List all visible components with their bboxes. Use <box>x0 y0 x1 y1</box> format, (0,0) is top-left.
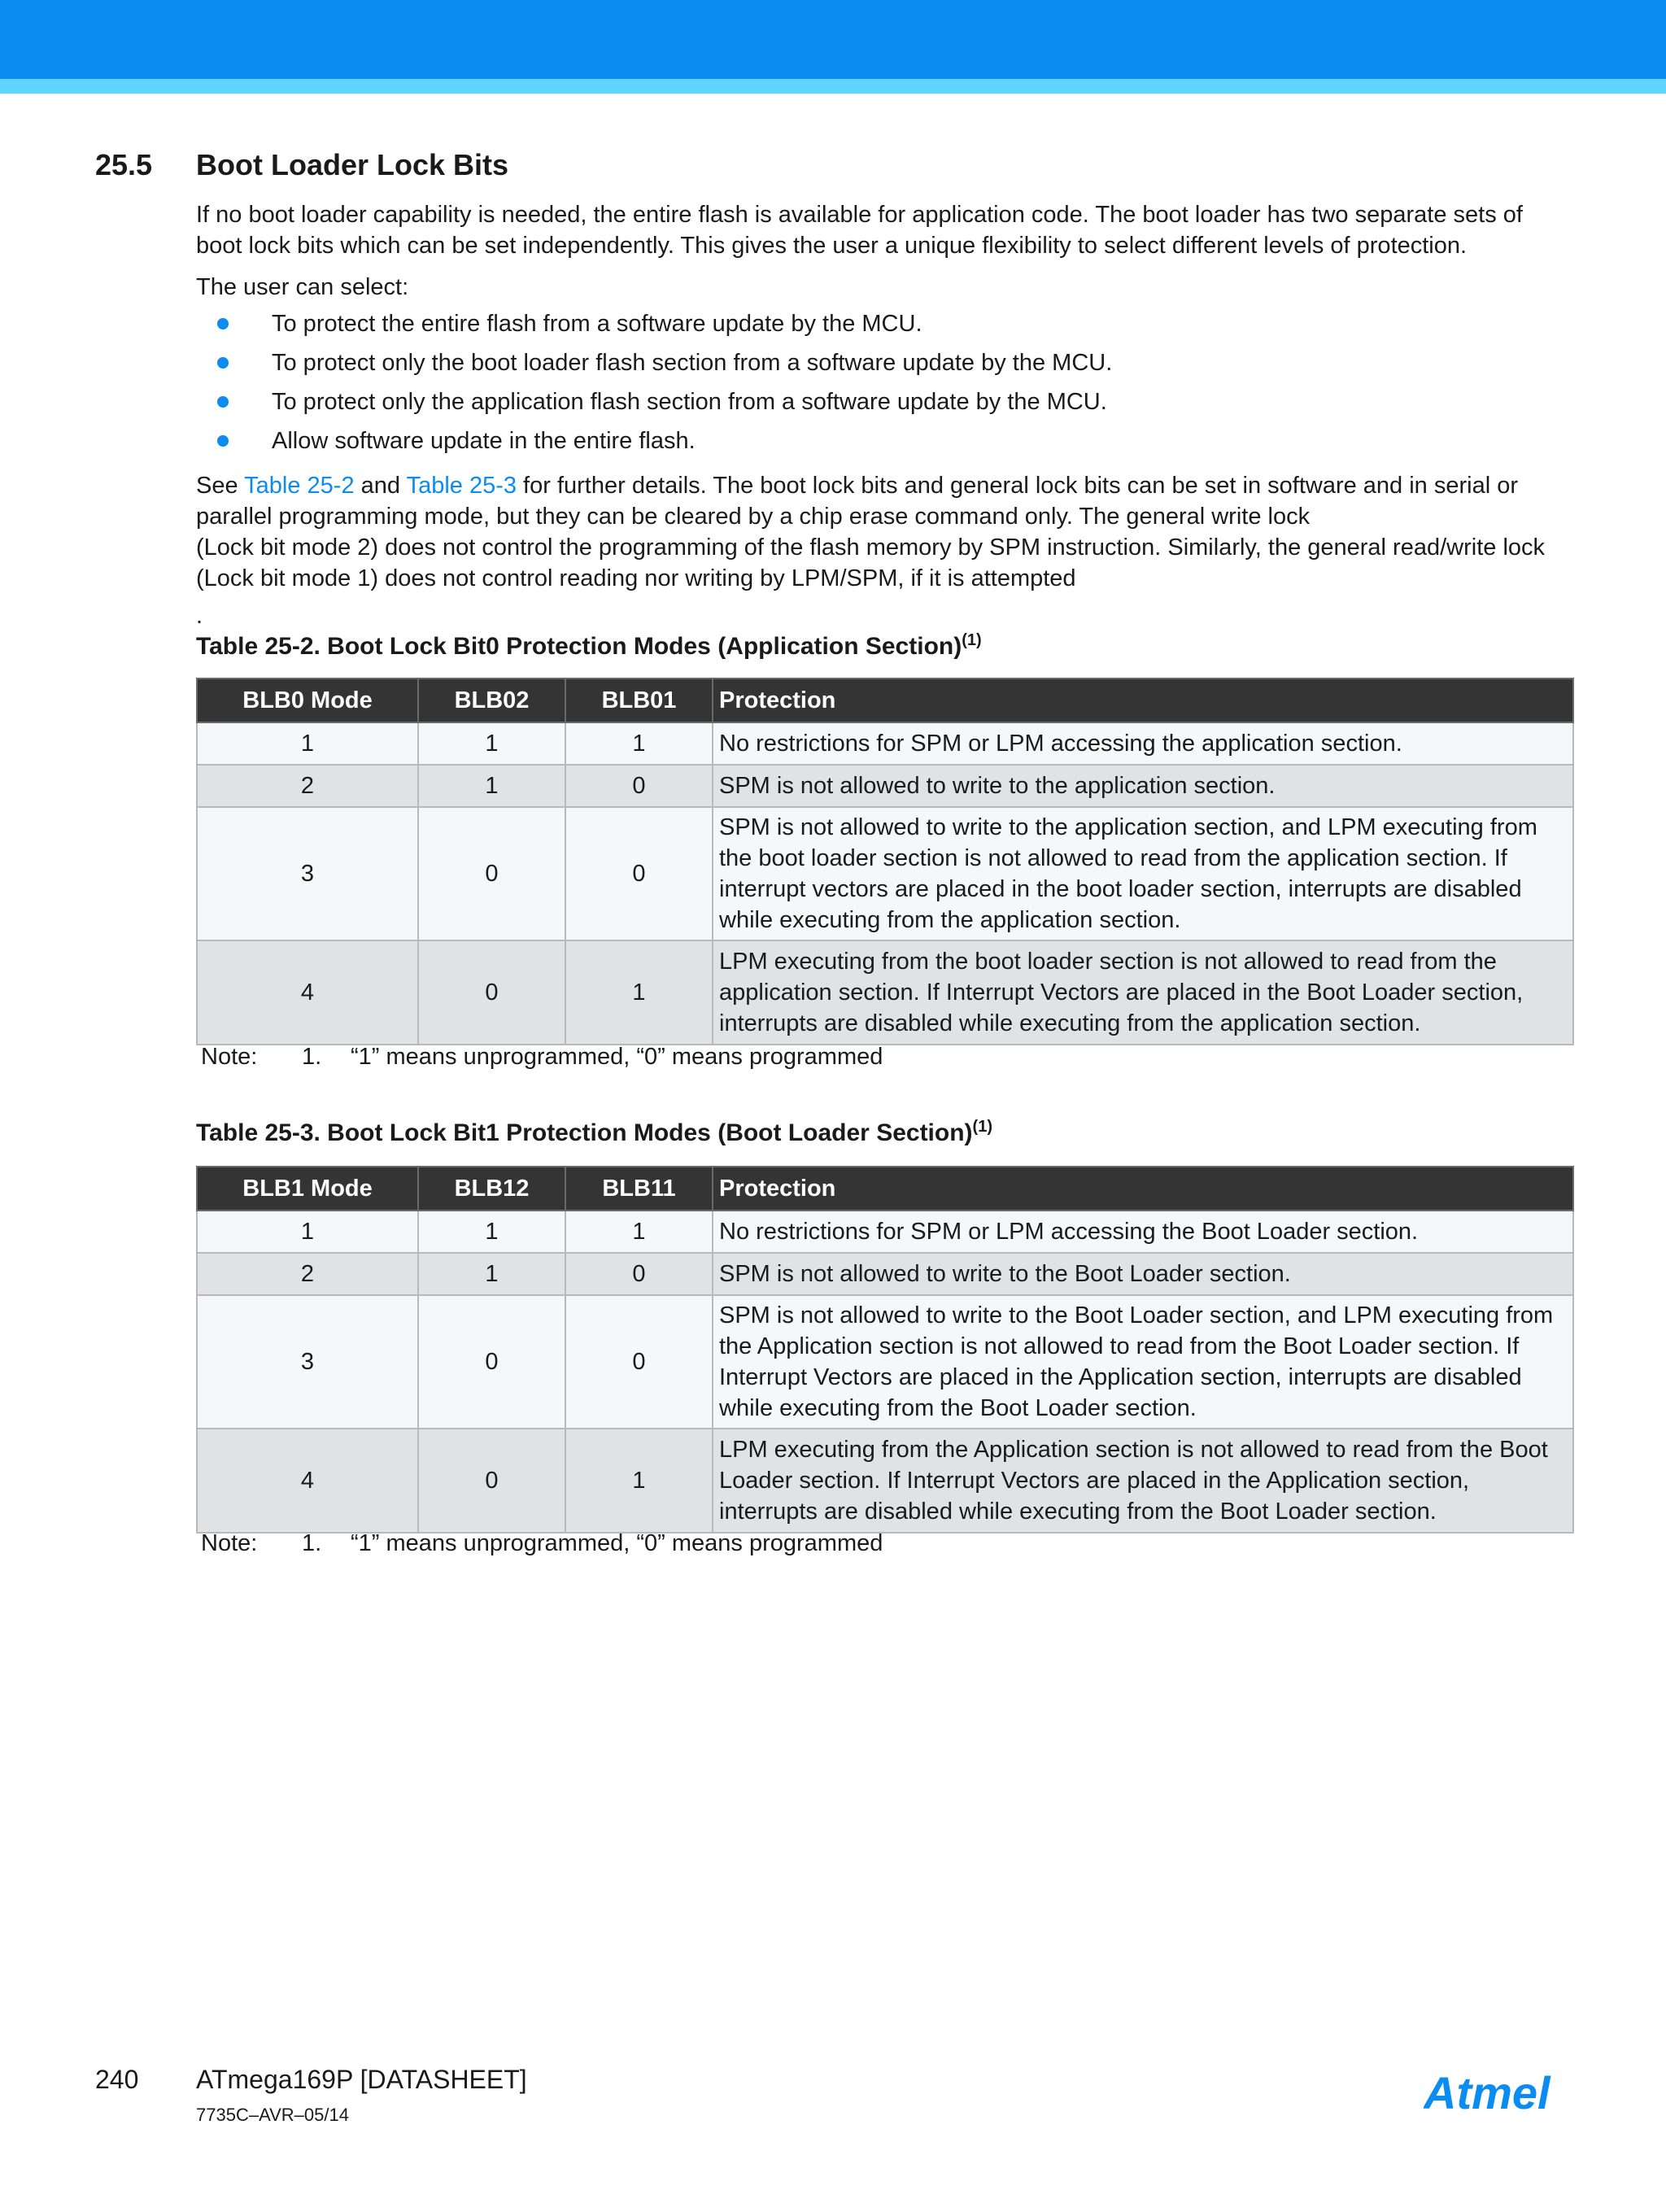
col-header-mode: BLB1 Mode <box>197 1167 418 1211</box>
options-list <box>196 308 1112 465</box>
cell-protection: No restrictions for SPM or LPM accessing the Boot Loader section. <box>713 1211 1573 1253</box>
table-25-2-link[interactable]: Table 25-2 <box>244 473 355 499</box>
cell-bit1: 0 <box>565 1253 713 1295</box>
cell-bit2: 0 <box>418 1295 565 1429</box>
cell-mode: 4 <box>197 1429 418 1533</box>
note-text: “1” means unprogrammed, “0” means programmed <box>351 1530 883 1556</box>
note-label: Note: <box>201 1044 258 1070</box>
cell-protection: SPM is not allowed to write to the Boot Loader section, and LPM executing from the Application section is not allowed to read from the Boot Loader section. If Interrupt Vectors are placed in the Application section, interrupts are disabled while executing from the Boot Loader section. <box>713 1295 1573 1429</box>
table-row <box>197 1295 1573 1429</box>
col-header-protection: Protection <box>713 678 1573 722</box>
note-label: Note: <box>201 1530 258 1556</box>
cell-bit1: 0 <box>565 765 713 807</box>
bullet-icon <box>217 435 229 447</box>
cell-bit2: 0 <box>418 807 565 940</box>
table-row <box>197 807 1573 940</box>
note-number: 1. <box>302 1044 322 1070</box>
table2-caption-text: Table 25-3. Boot Lock Bit1 Protection Modes (Boot Loader Section) <box>196 1119 973 1146</box>
see-tables-paragraph <box>196 470 1571 594</box>
list-item <box>196 386 1112 425</box>
header-band <box>0 0 1666 79</box>
table1-caption-footnote: (1) <box>962 631 982 649</box>
note-number: 1. <box>302 1530 322 1556</box>
header-stripe <box>0 79 1666 94</box>
cell-bit2: 1 <box>418 1211 565 1253</box>
see-line3: (Lock bit mode 2) does not control the programming of the flash memory by SPM instruction. Similarly, the general read/write lock (Lock bit mode 1) does not control reading nor writing by LPM/SPM, if it is attempted <box>196 534 1546 591</box>
cell-protection: LPM executing from the boot loader section is not allowed to read from the application section. If Interrupt Vectors are placed in the Boot Loader section, interrupts are disabled while executing from the application section. <box>713 940 1573 1045</box>
atmel-logo-text: Atmel <box>1424 2067 1550 2118</box>
section-number: 25.5 <box>95 148 153 181</box>
cell-bit1: 1 <box>565 1211 713 1253</box>
table1 <box>196 678 1574 1045</box>
table-row <box>197 1211 1573 1253</box>
cell-protection: SPM is not allowed to write to the application section. <box>713 765 1573 807</box>
cell-mode: 2 <box>197 765 418 807</box>
col-header-bit1: BLB11 <box>565 1167 713 1211</box>
see-prefix: See <box>196 473 245 499</box>
col-header-bit2: BLB12 <box>418 1167 565 1211</box>
cell-protection: SPM is not allowed to write to the application section, and LPM executing from the boot loader section is not allowed to read from the application section. If interrupt vectors are placed in the boot loader section, interrupts are disabled while executing from the application section. <box>713 807 1573 940</box>
cell-protection: SPM is not allowed to write to the Boot Loader section. <box>713 1253 1573 1295</box>
note-text: “1” means unprogrammed, “0” means programmed <box>351 1044 883 1070</box>
cell-bit2: 0 <box>418 1429 565 1533</box>
cell-mode: 3 <box>197 807 418 940</box>
bullet-icon <box>217 318 229 329</box>
list-item-text: To protect only the boot loader flash section from a software update by the MCU. <box>272 350 1113 376</box>
user-can-select-text: The user can select: <box>196 274 409 300</box>
stray-dot: . <box>196 603 203 629</box>
col-header-mode: BLB0 Mode <box>197 678 418 722</box>
col-header-bit2: BLB02 <box>418 678 565 722</box>
cell-bit2: 0 <box>418 940 565 1045</box>
table2-caption <box>196 1118 992 1147</box>
table-row <box>197 1253 1573 1295</box>
table1-caption <box>196 631 982 661</box>
see-rest: for further details. The boot lock bits and general lock bits can be set in software and in serial or parallel programming mode, but they can be cleared by a chip erase command only. The general write lock <box>196 473 1519 530</box>
cell-bit1: 0 <box>565 807 713 940</box>
atmel-logo-icon <box>1424 2065 1570 2122</box>
bullet-icon <box>217 357 229 369</box>
table1-caption-text: Table 25-2. Boot Lock Bit0 Protection Modes (Application Section) <box>196 633 962 660</box>
cell-mode: 1 <box>197 1211 418 1253</box>
list-item-text: To protect only the application flash section from a software update by the MCU. <box>272 389 1107 415</box>
table-row <box>197 765 1573 807</box>
cell-mode: 1 <box>197 722 418 765</box>
list-item <box>196 425 1112 465</box>
table-header-row <box>197 678 1573 722</box>
table-25-3-link[interactable]: Table 25-3 <box>406 473 517 499</box>
cell-mode: 4 <box>197 940 418 1045</box>
cell-bit1: 1 <box>565 1429 713 1533</box>
table-row <box>197 722 1573 765</box>
section-title: Boot Loader Lock Bits <box>196 148 509 181</box>
col-header-protection: Protection <box>713 1167 1573 1211</box>
list-item-text: To protect the entire flash from a software update by the MCU. <box>272 311 922 337</box>
table-row <box>197 1429 1573 1533</box>
cell-bit1: 1 <box>565 722 713 765</box>
document-title: ATmega169P [DATASHEET] <box>196 2065 527 2094</box>
and-text: and <box>354 473 407 499</box>
table2-note <box>201 1528 883 1559</box>
cell-mode: 3 <box>197 1295 418 1429</box>
list-item <box>196 308 1112 347</box>
list-item <box>196 347 1112 386</box>
table2 <box>196 1166 1574 1534</box>
intro-paragraph: If no boot loader capability is needed, the entire flash is available for application code. The boot loader has two separate sets of boot lock bits which can be set independently. This gives the user a unique flexibility to select different levels of protection. <box>196 202 1523 259</box>
cell-protection: LPM executing from the Application section is not allowed to read from the Boot Loader section. If Interrupt Vectors are placed in the Application section, interrupts are disabled while executing from the Boot Loader section. <box>713 1429 1573 1533</box>
cell-bit2: 1 <box>418 765 565 807</box>
list-item-text: Allow software update in the entire flash. <box>272 428 696 454</box>
table1-note <box>201 1041 883 1072</box>
cell-protection: No restrictions for SPM or LPM accessing the application section. <box>713 722 1573 765</box>
col-header-bit1: BLB01 <box>565 678 713 722</box>
bullet-icon <box>217 396 229 408</box>
page-number: 240 <box>95 2065 139 2094</box>
cell-bit2: 1 <box>418 1253 565 1295</box>
table-header-row <box>197 1167 1573 1211</box>
cell-bit2: 1 <box>418 722 565 765</box>
table2-caption-footnote: (1) <box>972 1118 992 1136</box>
table-row <box>197 940 1573 1045</box>
document-code: 7735C–AVR–05/14 <box>196 2105 349 2125</box>
cell-mode: 2 <box>197 1253 418 1295</box>
cell-bit1: 1 <box>565 940 713 1045</box>
cell-bit1: 0 <box>565 1295 713 1429</box>
